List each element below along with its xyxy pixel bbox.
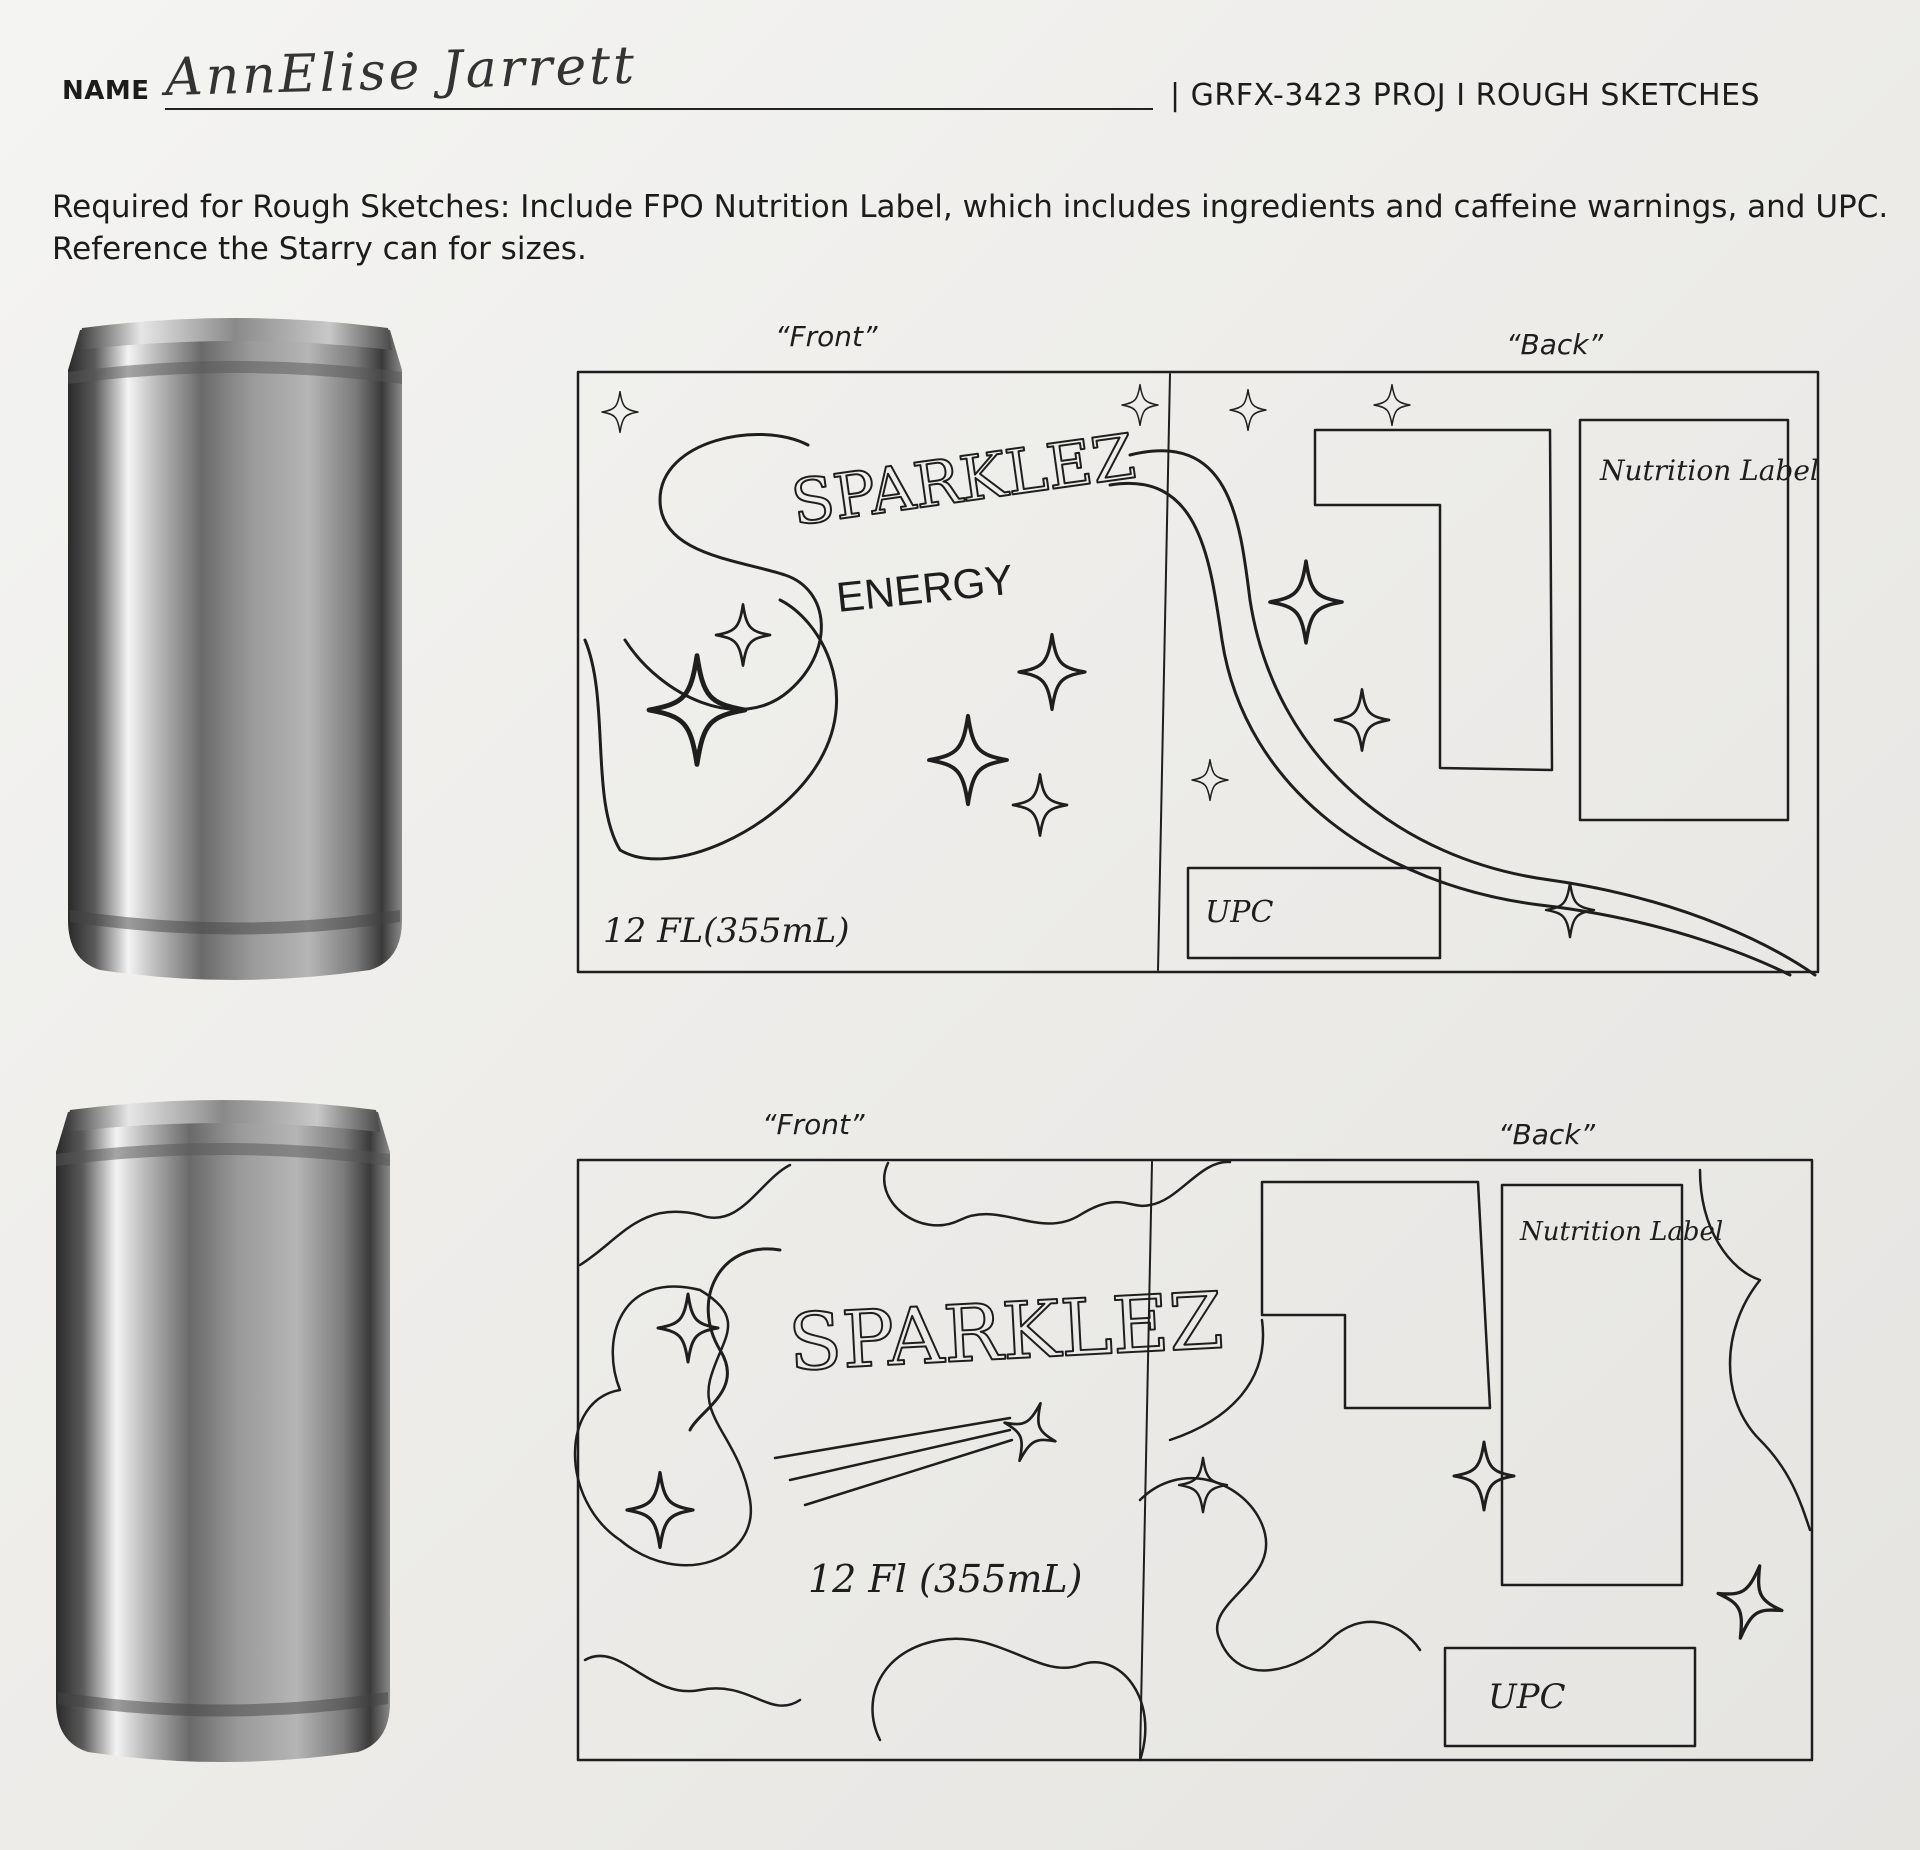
sketch-1-front-label: “Front” [775, 320, 878, 353]
sketch-2 [575, 1108, 1812, 1760]
sketch-1-subtitle: ENERGY [834, 555, 1016, 621]
course-title: | GRFX-3423 PROJ I ROUGH SKETCHES [1170, 78, 1761, 113]
sketch-2-upc: UPC [1488, 1677, 1566, 1717]
sketch-1 [578, 320, 1819, 975]
sketch-1-volume: 12 FL(355mL) [603, 911, 850, 951]
sketch-1-nutrition-label: Nutrition Label [1600, 454, 1819, 487]
sketch-2-back-label: “Back” [1498, 1118, 1595, 1151]
student-name: AnnElise Jarrett [164, 35, 638, 108]
sketch-2-brand: SPARKLEZ [786, 1276, 1226, 1389]
sketch-1-back-label: “Back” [1506, 328, 1603, 361]
sketch-1-upc: UPC [1205, 895, 1274, 930]
instructions-line-1: Required for Rough Sketches: Include FPO Nutrition Label, which includes ingredients and caffeine warnings, and UPC. [52, 189, 1889, 225]
sketch-2-volume: 12 Fl (355mL) [808, 1557, 1083, 1601]
sketch-1-brand: SPARKLEZ [786, 419, 1140, 540]
sketch-2-front-label: “Front” [762, 1108, 865, 1141]
name-label: NAME [62, 76, 150, 106]
instructions-line-2: Reference the Starry can for sizes. [52, 231, 587, 267]
sketch-2-nutrition-label: Nutrition Label [1520, 1217, 1724, 1247]
